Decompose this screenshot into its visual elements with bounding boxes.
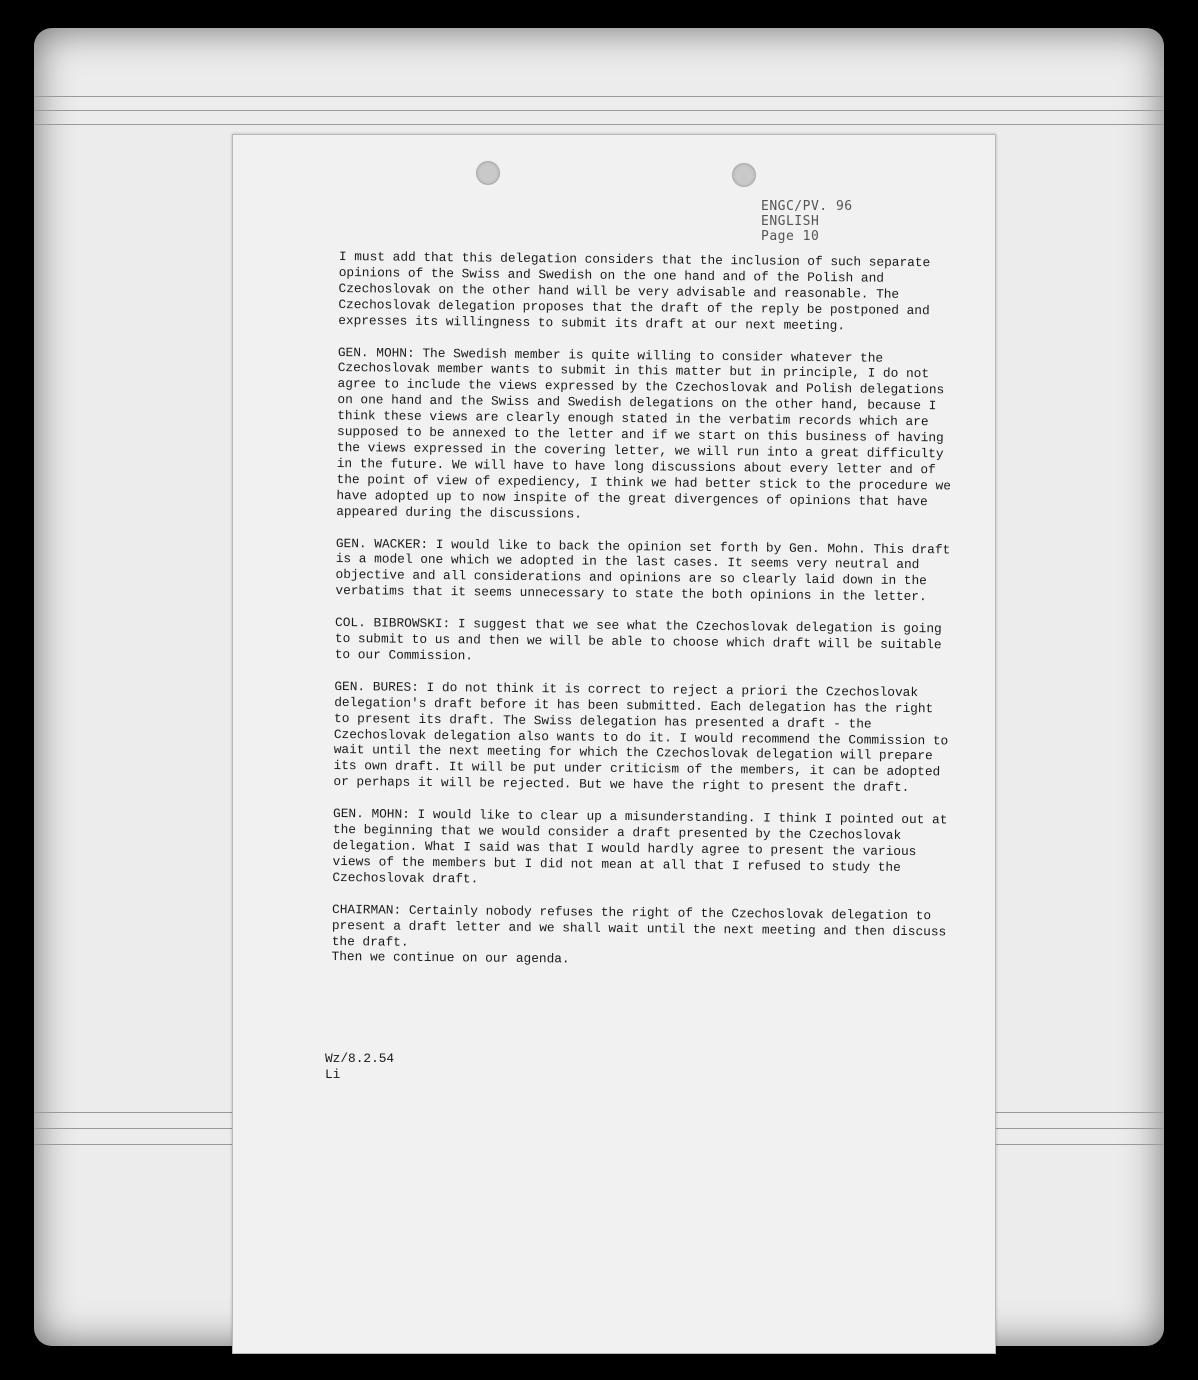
speaker-label: GEN. MOHN: xyxy=(337,344,415,361)
rule-line xyxy=(34,124,1164,125)
speaker-label: GEN. MOHN: xyxy=(333,806,410,822)
reference-line: ENGC/PV. 96 xyxy=(761,199,853,214)
paragraph xyxy=(331,901,955,972)
rule-line xyxy=(34,96,1164,97)
paragraph xyxy=(332,806,956,892)
paragraph-text: I do not think it is correct to reject a priori the Czechoslovak delegation's draft before it has been submitted. Each delegation has the right to present its draft. The Swiss delegation has presented a draft - the Czechoslovak delegation also wants to do it. I would recommend the Commission to wait until the next meeting for which the Czechoslovak delegation will prepare its own draft. It will be put under criticism of the members, it can be adopted or perhaps it will be rejected. But we have the right to present the draft. xyxy=(333,679,957,796)
paragraph xyxy=(335,615,955,669)
paragraph xyxy=(336,345,958,526)
typist-reference xyxy=(325,1051,394,1083)
document-reference xyxy=(761,199,853,244)
date-reference: Wz/8.2.54 xyxy=(325,1051,395,1066)
paragraph-text: Certainly nobody refuses the right of the Czechoslovak delegation to present a draft letter and we shall wait until the next meeting and then discuss the draft. Then we continue on our agenda. xyxy=(331,902,955,967)
speaker-label: CHAIRMAN: xyxy=(332,901,402,918)
paragraph-text: I suggest that we see what the Czechoslovak delegation is going to submit to us and then we will be able to choose which draft will be suitable to our Commission. xyxy=(334,616,950,664)
page-number: Page 10 xyxy=(761,229,820,244)
reference-language: ENGLISH xyxy=(761,214,820,229)
punch-hole xyxy=(476,161,500,185)
paragraph-text: I must add that this delegation considers that the inclusion of such separate opinions of the Swiss and Swedish on the one hand and of the Polish and Czechoslovak on the other hand will be very advisable and reasonable. The Czechoslovak delegation proposes that the draft of the reply be postponed and expresses its willingness to submit its draft at our next meeting. xyxy=(338,249,938,333)
rule-line xyxy=(34,110,1164,111)
paragraph xyxy=(333,678,957,797)
typist-initials: Li xyxy=(325,1067,341,1082)
speaker-label: COL. BIBROWSKI: xyxy=(335,615,451,632)
paragraph-text: The Swedish member is quite willing to consider whatever the Czechoslovak member wants to submit in this matter but in principle, I do not agree to include the views expressed by the Czechoslovak and Polish delegations on one hand and the Swiss and Swedish delegations on the other hand, because I think these views are clearly enough stated in the verbatim records which are supposed to be annexed to the letter and if we start on this business of having the views expressed in the covering letter, we will run into a great difficulty in the future. We will have to have long discussions about every letter and of the point of view of expediency, I think we had better stick to the procedure we have adopted up to now inspite of the great divergences of opinions that have appeared during the discussions. xyxy=(336,345,959,522)
paragraph-text: I would like to clear up a misunderstanding. I think I pointed out at the beginning that we would consider a draft presented by the Czechoslovak delegation. What I said was that I would hardly agree to present the various views of the members but I did not mean at all that I refused to study the Czechoslovak draft. xyxy=(332,806,956,887)
punch-hole xyxy=(732,163,756,187)
typed-page xyxy=(232,134,996,1354)
paragraph xyxy=(338,249,959,335)
paragraph-text: I would like to back the opinion set forth by Gen. Mohn. This draft is a model one which we adopted in the last cases. It seems very neutral and objective and all considerations and opinions are so clearly laid down in the verbatims that it seems unnecessary to state the both opinions in the letter. xyxy=(335,536,959,605)
speaker-label: GEN. WACKER: xyxy=(335,535,429,552)
speaker-label: GEN. BURES: xyxy=(334,678,419,695)
minutes-body xyxy=(331,249,959,988)
paragraph xyxy=(335,535,959,605)
